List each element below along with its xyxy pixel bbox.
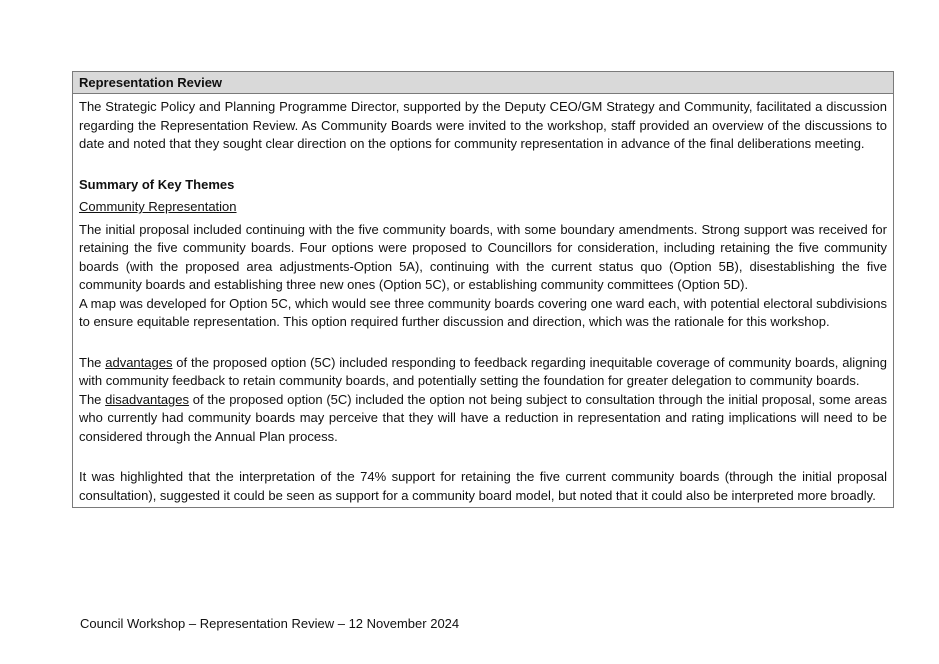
page-footer: Council Workshop – Representation Review – 12 November 2024: [80, 616, 460, 631]
advantages-prefix: The: [79, 354, 106, 370]
spacer: [79, 154, 887, 176]
highlight-paragraph: It was highlighted that the interpretation of the 74% support for retaining the five current community boards (through the initial proposal consultation), suggested it could be seen as support for a community board model, but noted that it could also be interpreted more broadly.: [79, 469, 887, 503]
spacer: [79, 446, 887, 468]
disadvantages-term: disadvantages: [105, 391, 190, 407]
map-paragraph: A map was developed for Option 5C, which would see three community boards covering one ward each, with potential electoral subdivisions to ensure equitable representation. This option required further discussion and direction, which was the rationale for this workshop.: [79, 295, 887, 329]
summary-heading: Summary of Key Themes: [79, 176, 235, 192]
table-body: [73, 94, 893, 507]
advantages-term: advantages: [105, 354, 173, 370]
spacer: [79, 332, 887, 354]
intro-paragraph: The Strategic Policy and Planning Programme Director, supported by the Deputy CEO/GM Strategy and Community, facilitated a discussion regarding the Representation Review. As Community Boards were invited to the workshop, staff provided an overview of the discussions to date and noted that they sought clear direction on the options for community representation in advance of the final deliberations meeting.: [79, 99, 887, 151]
disadvantages-text: of the proposed option (5C) included the option not being subject to consultation through the initial proposal, some areas who currently had community boards may perceive that they will have a reduction in representation and rating implications will need to be considered through the Annual Plan process.: [79, 391, 888, 444]
initial-proposal-paragraph: The initial proposal included continuing with the five community boards, with some boundary amendments. Strong support was received for retaining the five community boards. Four options were proposed to Councillors for consideration, including retaining the five community boards (with the proposed area adjustments-Option 5A), continuing with the current status quo (Option 5B), disestablishing the five community boards and establishing three new ones (Option 5C), or establishing community committees (Option 5D).: [79, 221, 887, 292]
community-representation-subheading: Community Representation: [79, 199, 237, 214]
representation-review-table: [72, 71, 894, 508]
disadvantages-prefix: The: [79, 391, 106, 407]
table-header: Representation Review: [73, 72, 893, 94]
advantages-paragraph: [79, 354, 887, 391]
advantages-text: of the proposed option (5C) included responding to feedback regarding inequitable coverage of community boards, aligning with community feedback to retain community boards, and potentially setting the foundation for greater delegation to community boards.: [79, 354, 888, 388]
disadvantages-paragraph: [79, 391, 887, 447]
